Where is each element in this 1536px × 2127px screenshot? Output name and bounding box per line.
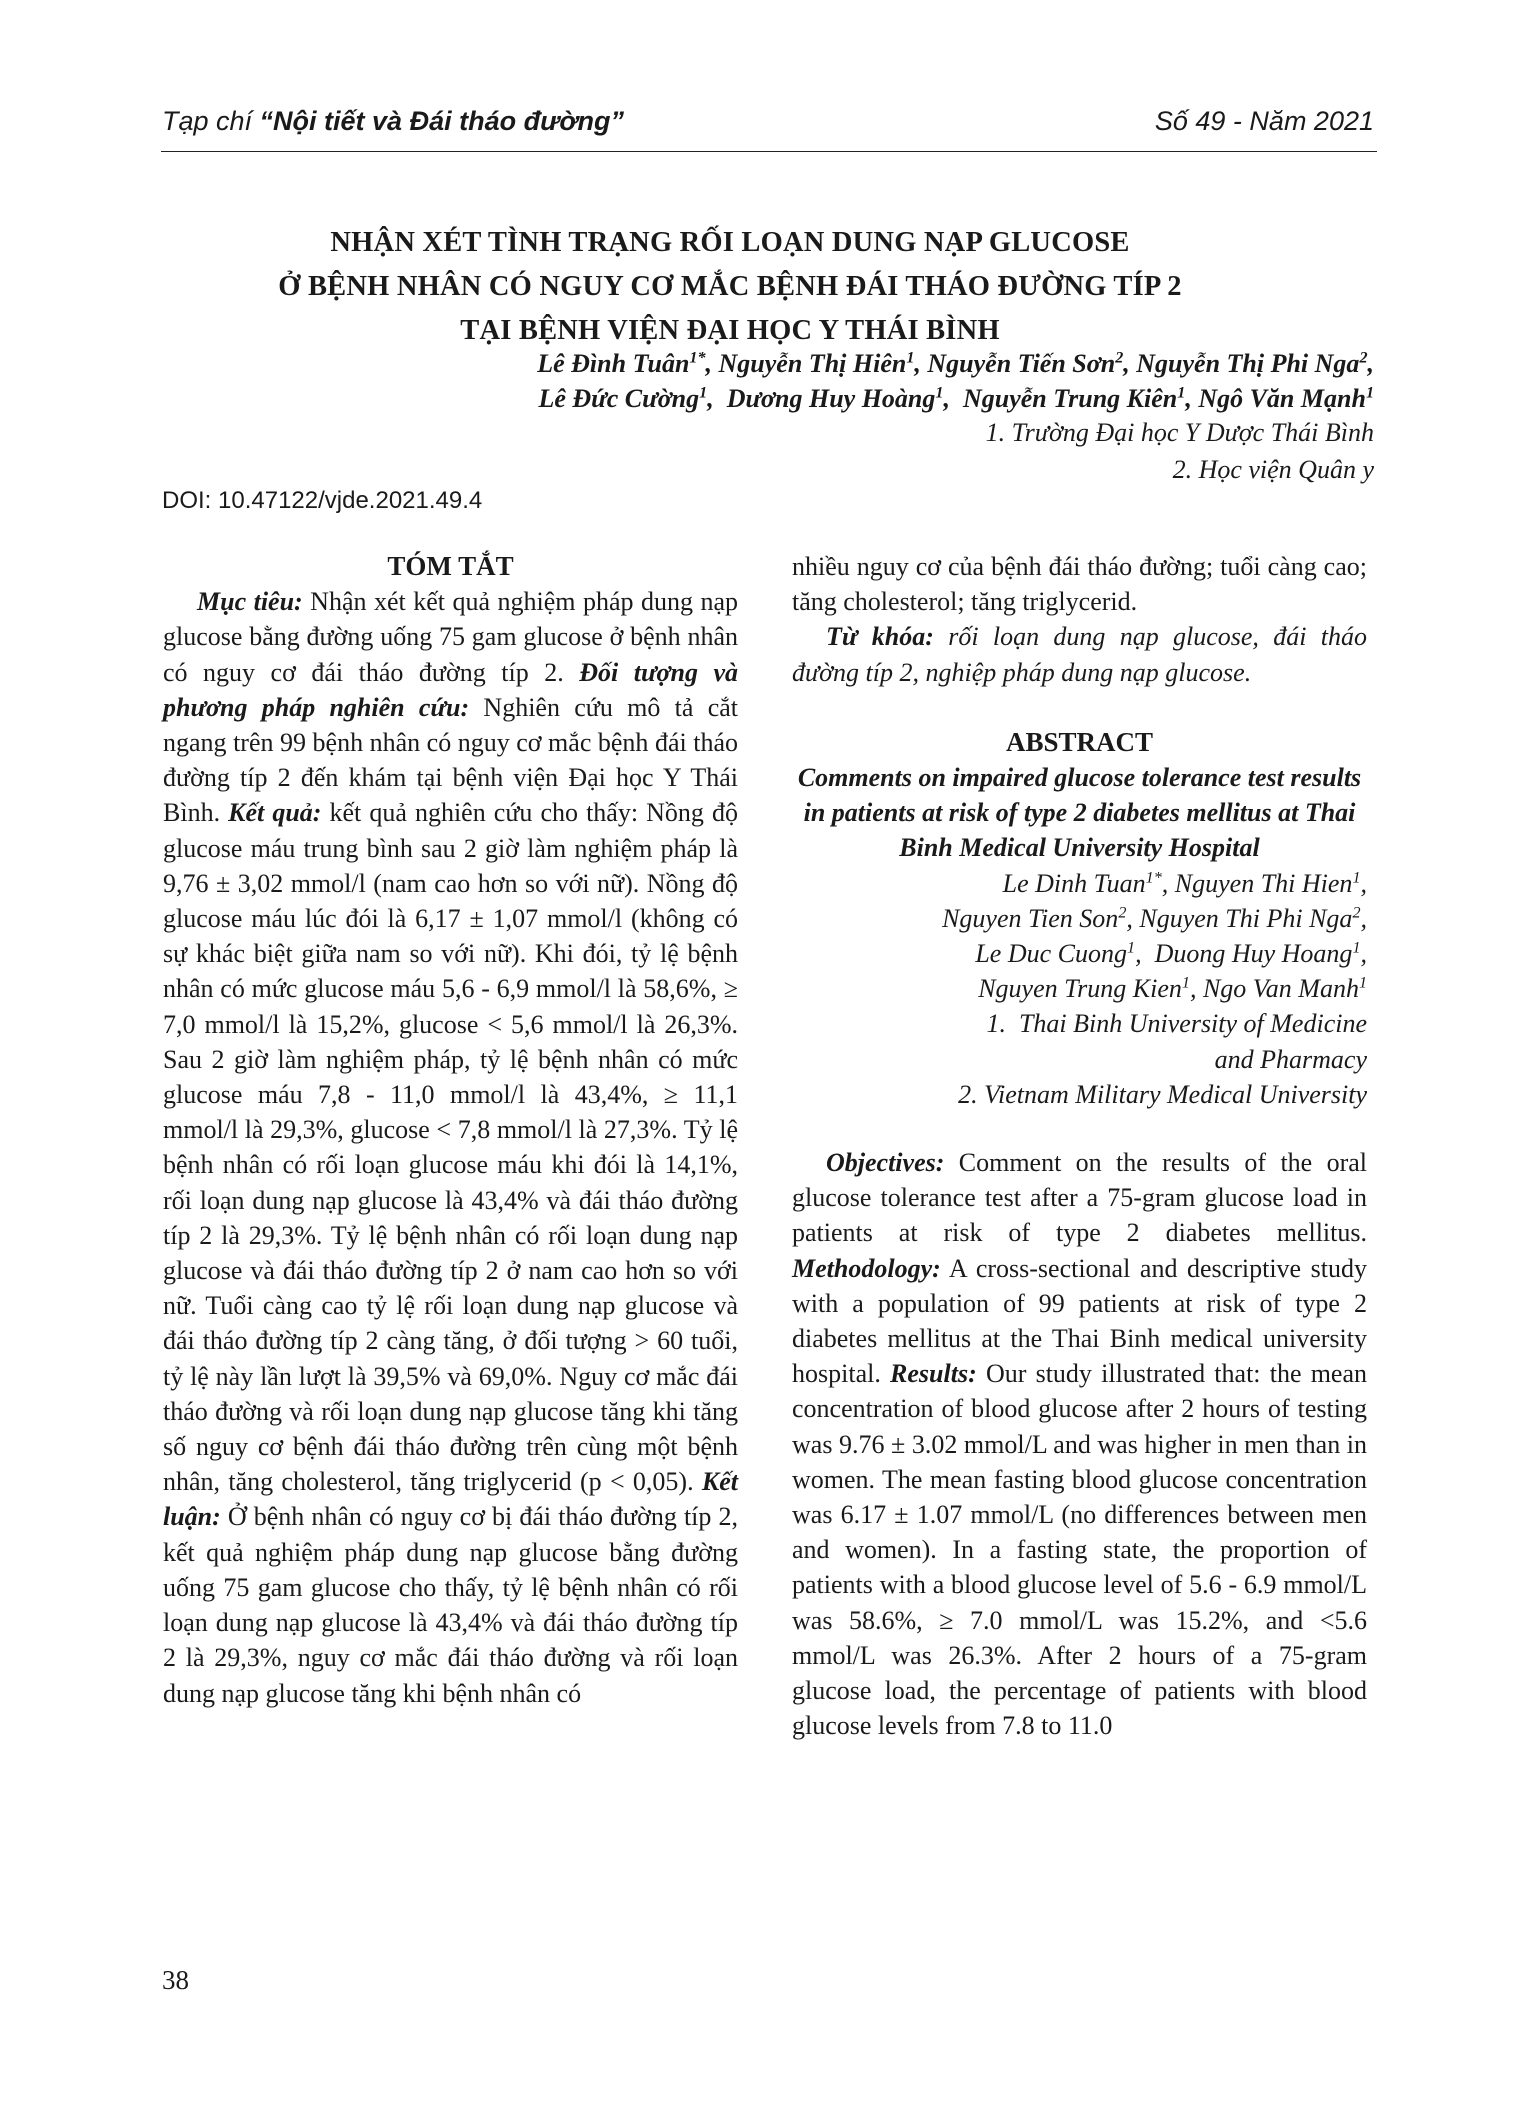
abstract-author-line [792,971,1367,1006]
author-affiliation-mark: 1 [699,384,708,402]
author [1198,384,1374,413]
author-affiliation-mark: 1 [1177,384,1186,402]
author-name: Lê Đình Tuân [537,349,690,378]
author-separator: , [1360,868,1367,898]
author-separator: , [1126,903,1140,933]
conclusion-text-continued: nhiều nguy cơ của bệnh đái tháo đường; tuổi càng cao; tăng cholesterol; tăng triglycerid. [792,552,1367,617]
author-separator: , [1360,903,1367,933]
author [538,384,726,413]
author-line-1 [537,349,1374,379]
author-separator: , [705,349,719,378]
author-name: Nguyễn Trung Kiên [962,384,1178,413]
author-affiliation-mark: 1 [1352,868,1361,886]
author-affiliation-mark: 1 [1352,939,1361,957]
conclusion-continued [792,549,1367,619]
author [719,349,928,378]
summary-paragraph [163,584,738,1711]
abstract-body [792,1145,1367,1743]
author [963,384,1198,413]
author-name: Ngô Văn Mạnh [1198,384,1366,413]
section-spacer [792,690,1367,725]
results-label-en: Results: [890,1359,977,1389]
methodology-text: A cross-sectional and descriptive study with a population of 99 patients at risk of type 2 diabetes mellitus at the Thai Binh medical university hospital. [792,1253,1367,1389]
author-affiliation-mark: 2 [1115,349,1124,367]
affiliation-1: 1. Trường Đại học Y Dược Thái Bình [985,418,1374,447]
author [1136,349,1374,378]
author-affiliation-mark: 1* [689,349,706,367]
journal-prefix: Tạp chí [162,106,260,136]
results-text: kết quả nghiên cứu cho thấy: Nồng độ glucose máu trung bình sau 2 giờ làm nghiệm pháp là 9,76 ± 3,02 mmol/l (nam cao hơn so với nữ). Nồng độ glucose máu lúc đói là 6,17 ± 1,07 mmol/l (không có sự khác biệt giữa nam so với nữ). Khi đói, tỷ lệ bệnh nhân có mức glucose máu 5,6 - 6,9 mmol/l là 58,6%, ≥ 7,0 mmol/l là 15,2%, glucose < 5,6 mmol/l là 26,3%. Sau 2 giờ làm nghiệm pháp, tỷ lệ bệnh nhân có mức glucose máu 7,8 - 11,0 mmol/l là 43,4%, ≥ 11,1 mmol/l là 29,3%, glucose < 7,8 mmol/l là 27,3%. Tỷ lệ bệnh nhân có rối loạn glucose máu khi đói là 14,1%, rối loạn dung nạp glucose là 43,4% và đái tháo đường típ 2 là 29,3%. Tỷ lệ bệnh nhân có rối loạn dung nạp glucose và đái tháo đường típ 2 ở nam cao hơn so với nữ. Tuổi càng cao tỷ lệ rối loạn dung nạp glucose và đái tháo đường típ 2 càng tăng, ở đối tượng > 60 tuổi, tỷ lệ này lần lượt là 39,5% và 69,0%. Nguy cơ mắc đái tháo đường và rối loạn dung nạp glucose tăng khi tăng số nguy cơ bệnh đái tháo đường trên cùng một bệnh nhân, tăng cholesterol, tăng triglycerid (p < 0,05). [163,798,738,1497]
methods-label: Đối tượng và phương pháp nghiên cứu: [163,657,738,722]
abstract-heading: ABSTRACT [1005,726,1154,757]
author [537,349,718,378]
author-affiliation-mark: 1 [935,384,944,402]
author-name: Nguyễn Thị Phi Nga [1136,349,1360,378]
author-separator: , [1360,939,1367,969]
abstract-affiliation-line: 2. Vietnam Military Medical University [958,1079,1367,1109]
author-affiliation-mark: 1* [1145,868,1162,886]
author-separator: , [1161,868,1175,898]
author-affiliation-mark: 2 [1352,904,1361,922]
author-affiliation-mark: 2 [1118,904,1127,922]
keywords-label: Từ khóa: [826,622,934,652]
running-header-issue: Số 49 - Năm 2021 [1154,106,1374,136]
summary-vi-column [163,549,738,1711]
header-rule [161,151,1377,152]
author-affiliation-mark: 1 [1127,939,1136,957]
abstract-author-line [792,936,1367,971]
article-title-line-3: TẠI BỆNH VIỆN ĐẠI HỌC Y THÁI BÌNH [460,315,1000,346]
author-name: Nguyễn Tiến Sơn [927,349,1116,378]
results-text-en: Our study illustrated that: the mean concentration of blood glucose after 2 hours of testing was 9.76 ± 3.02 mmol/L and was higher in men than in women. The mean fasting blood glucose concentration was 6.17 ± 1.07 mmol/L (no differences between men and women). In a fasting state, the proportion of patients with a blood glucose level of 5.6 - 6.9 mmol/L was 58.6%, ≥ 7.0 mmol/L was 15.2%, and <5.6 mmol/L was 26.3%. After 2 hours of a 75-gram glucose load, the percentage of patients with blood glucose levels from 7.8 to 11.0 [792,1359,1367,1741]
author-name: Lê Đức Cường [538,384,700,413]
objective-text: Nhận xét kết quả nghiệm pháp dung nạp glucose bằng đường uống 75 gam glucose ở bệnh nhân có nguy cơ đái tháo đường típ 2. [163,587,738,687]
author-separator: , [1185,384,1199,413]
objectives-label: Objectives: [826,1148,945,1178]
author-name: Nguyen Thi Hien [1174,868,1353,898]
author-name: Nguyễn Thị Hiên [718,349,907,378]
author-name: Nguyen Tien Son [942,903,1119,933]
conclusion-text: Ở bệnh nhân có nguy cơ bị đái tháo đường típ 2, kết quả nghiệm pháp dung nạp glucose bằng đường uống 75 gam glucose cho thấy, tỷ lệ bệnh nhân có rối loạn dung nạp glucose là 43,4% và đái tháo đường típ 2 là 29,3%, nguy cơ mắc đái tháo đường và rối loạn dung nạp glucose tăng khi bệnh nhân có [163,1502,738,1708]
article-title-line-1: NHẬN XÉT TÌNH TRẠNG RỐI LOẠN DUNG NẠP GLUCOSE [330,227,1130,258]
author-name: Dương Huy Hoàng [726,384,936,413]
summary-heading: TÓM TẮT [387,551,514,581]
author-name: Nguyen Thi Phi Nga [1139,903,1353,933]
author-affiliation-mark: 1 [1181,974,1190,992]
running-header-journal [162,106,624,137]
abstract-affiliation-line: and Pharmacy [1214,1044,1367,1074]
abstract-authors [792,866,1367,1007]
abstract-affiliations [792,1006,1367,1112]
author-affiliation-mark: 1 [1358,974,1367,992]
author-name: Le Dinh Tuan [1002,868,1146,898]
conclusion-label: Kết luận: [163,1467,738,1532]
author-affiliation-mark: 2 [1359,349,1368,367]
doi-link[interactable]: DOI: 10.47122/vjde.2021.49.4 [162,487,483,514]
author-separator: , [1367,349,1374,378]
author-name: Le Duc Cuong [975,939,1127,969]
abstract-affiliation-line: 1. Thai Binh University of Medicine [986,1009,1367,1039]
section-spacer [792,1112,1367,1145]
author-affiliation-mark: 1 [906,349,915,367]
author-separator: , [1135,939,1155,969]
journal-name: “Nội tiết và Đái tháo đường” [259,106,624,136]
author-separator: , [914,349,928,378]
results-label: Kết quả: [228,798,322,828]
abstract-title: Comments on impaired glucose tolerance test results in patients at risk of type 2 diabetes mellitus at Thai Binh Medical University Hospital [797,763,1362,863]
affiliation-2: 2. Học viện Quân y [1172,455,1374,484]
author-affiliation-mark: 1 [1365,384,1374,402]
page-number: 38 [162,1965,189,1995]
methodology-label: Methodology: [792,1253,941,1283]
author-separator: , [1123,349,1137,378]
author-name: Nguyen Trung Kien [978,974,1182,1004]
article-title-line-2: Ở BỆNH NHÂN CÓ NGUY CƠ MẮC BỆNH ĐÁI THÁO ĐƯỜNG TÍP 2 [278,271,1182,302]
author-separator: , [707,384,727,413]
methods-text: Nghiên cứu mô tả cắt ngang trên 99 bệnh nhân có nguy cơ mắc bệnh đái tháo đường típ 2 đến khám tại bệnh viện Đại học Y Thái Bình. [163,692,738,828]
keywords-text: rối loạn dung nạp glucose, đái tháo đường típ 2, nghiệp pháp dung nạp glucose. [792,622,1367,687]
right-column [792,549,1367,1744]
objectives-text: Comment on the results of the oral glucose tolerance test after a 75-gram glucose load in patients at risk of type 2 diabetes mellitus. [792,1148,1367,1248]
author-separator: , [1189,974,1203,1004]
keywords-paragraph [792,619,1367,689]
author-name: Ngo Van Manh [1202,974,1359,1004]
abstract-author-line [792,866,1367,901]
author-name: Duong Huy Hoang [1154,939,1353,969]
author [927,349,1136,378]
abstract-author-line [792,901,1367,936]
author [727,384,963,413]
objective-label: Mục tiêu: [197,587,303,617]
author-separator: , [943,384,963,413]
author-line-2 [538,384,1374,414]
